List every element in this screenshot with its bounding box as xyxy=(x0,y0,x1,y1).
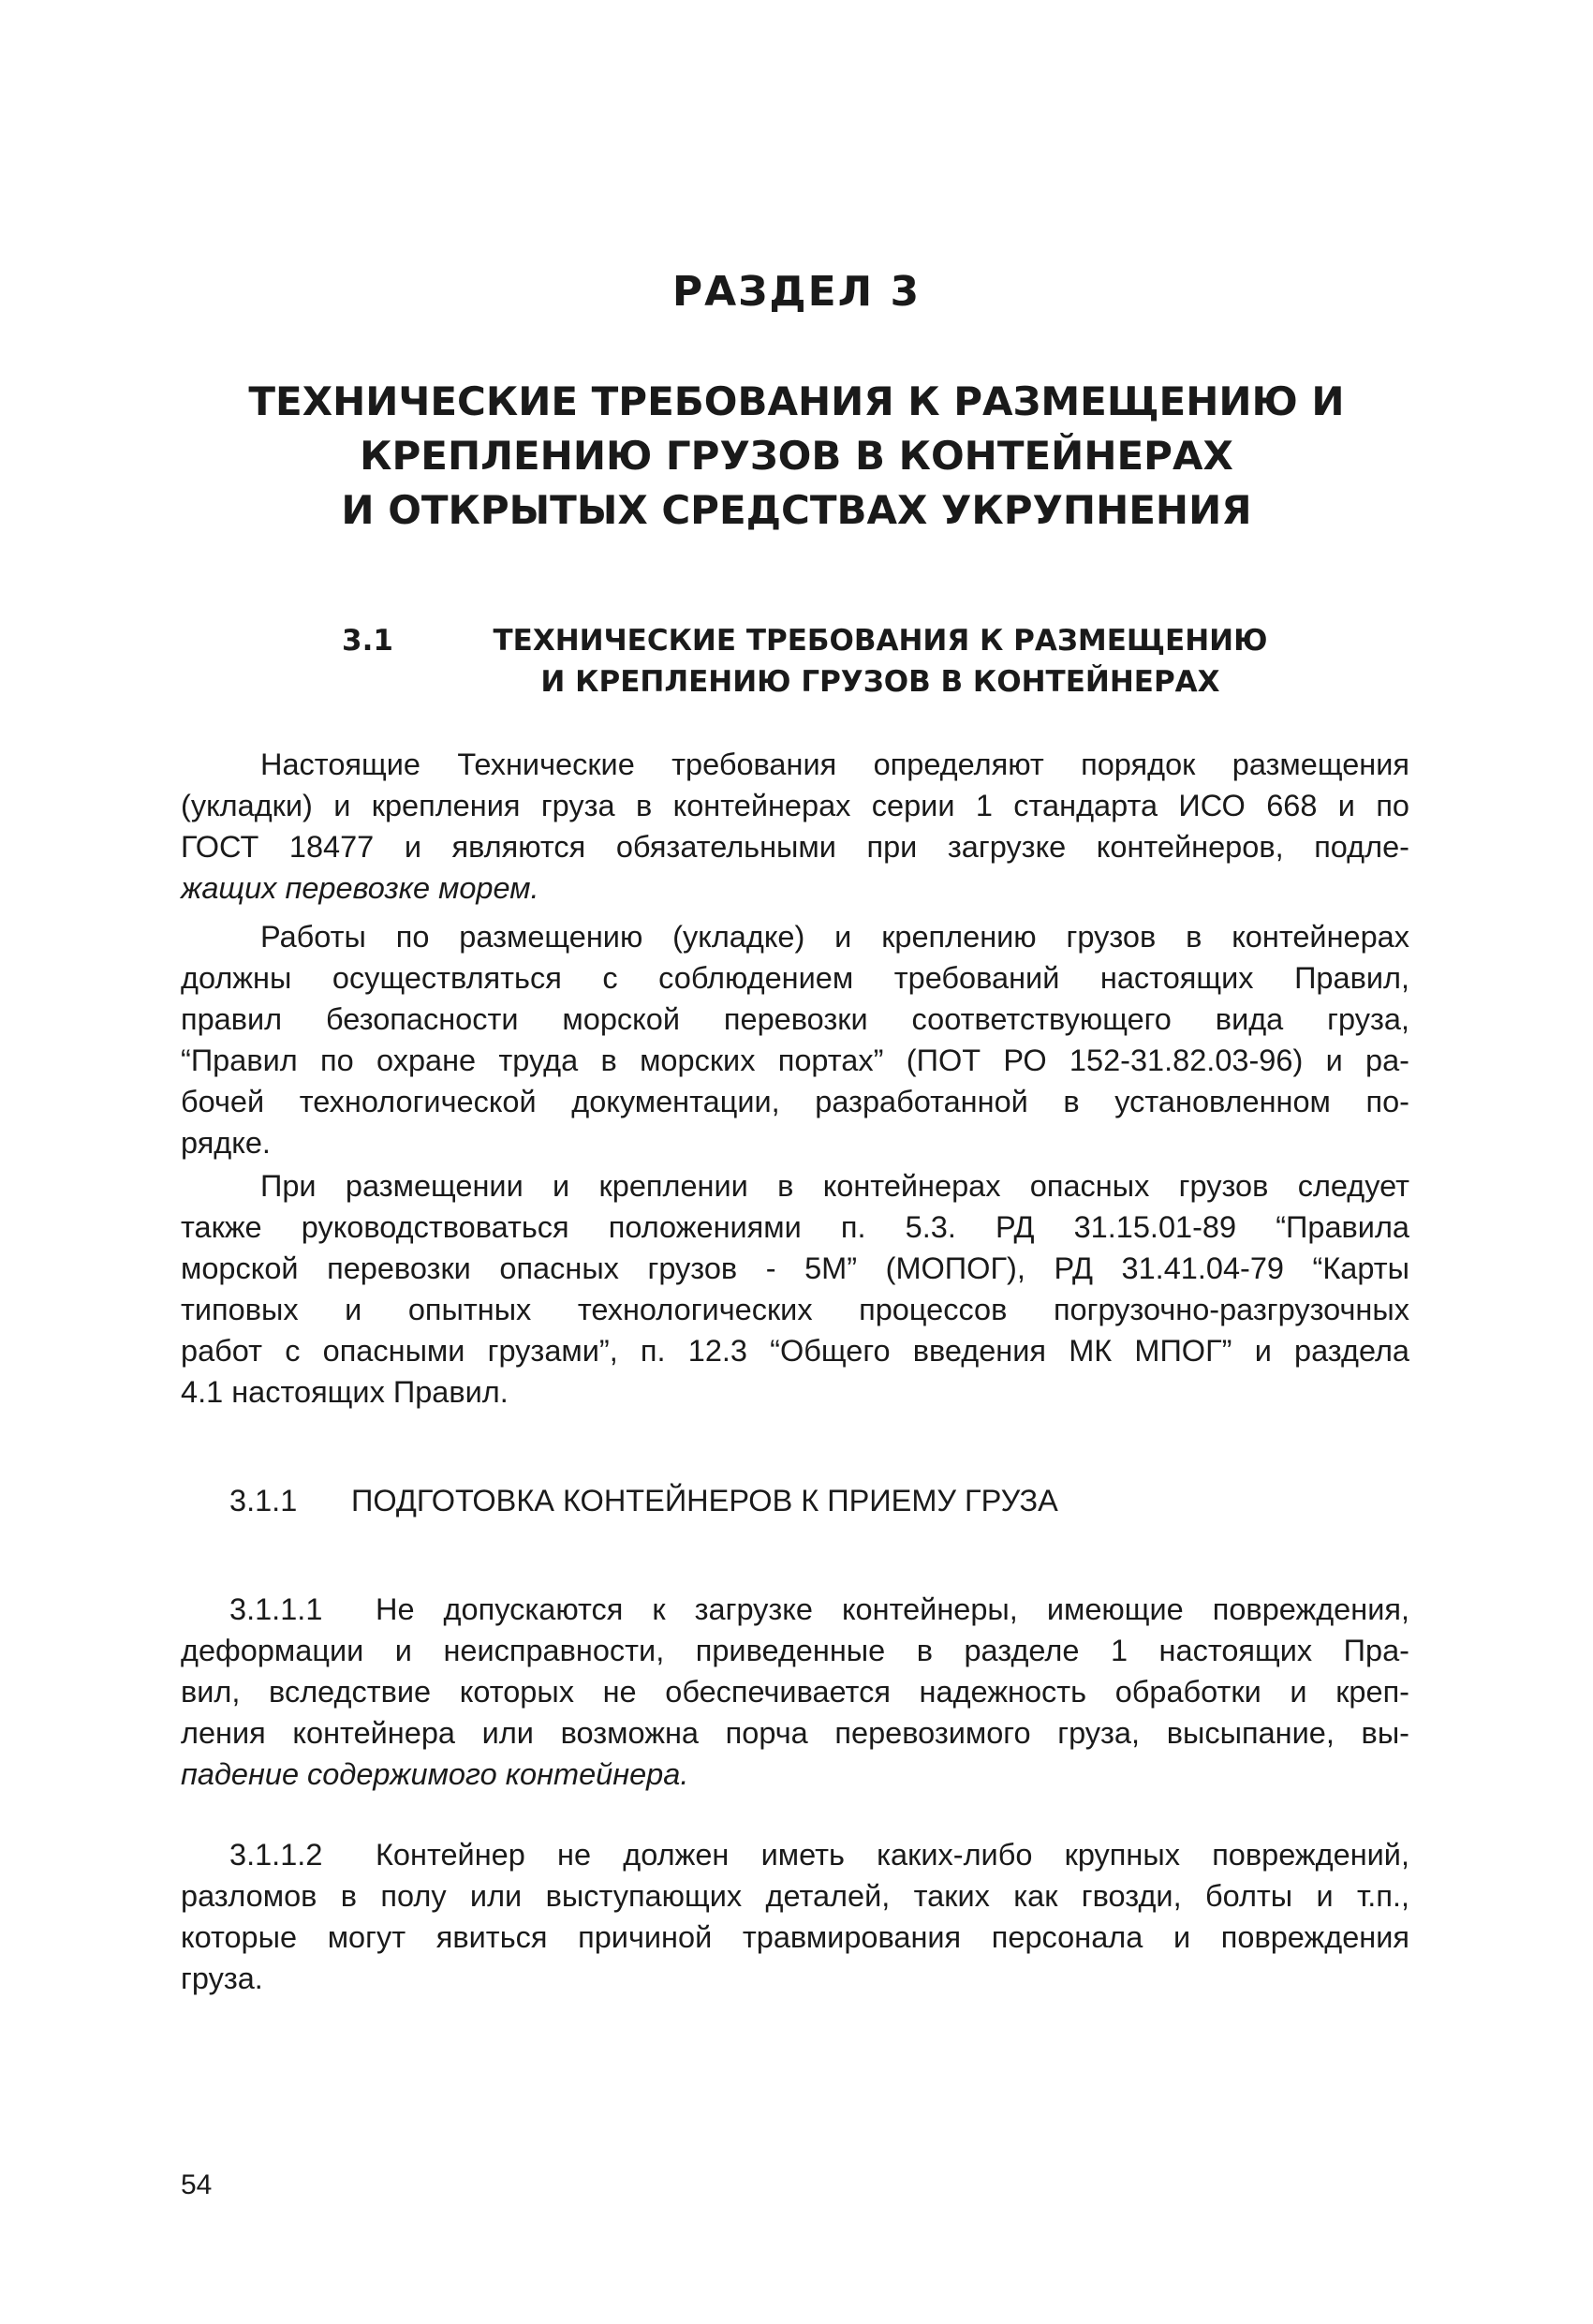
paragraph xyxy=(181,1165,1409,1413)
item-line: которые могут явиться причиной травмирования персонала и повреждения xyxy=(181,1920,1409,1954)
main-title xyxy=(140,375,1453,538)
item-line: деформации и неисправности, приведенные в разделе 1 настоящих Пра- xyxy=(181,1634,1409,1667)
subsubsection-heading xyxy=(229,1480,1058,1521)
paragraph-line: рядке. xyxy=(181,1126,271,1160)
main-title-line: КРЕПЛЕНИЮ ГРУЗОВ В КОНТЕЙНЕРАХ xyxy=(360,433,1233,479)
paragraph-line: 4.1 настоящих Правил. xyxy=(181,1375,509,1409)
item-line: падение содержимого контейнера. xyxy=(181,1757,689,1791)
paragraph-line: работ с опасными грузами”, п. 12.3 “Общего введения МК МПОГ” и раздела xyxy=(181,1334,1409,1368)
main-title-line: ТЕХНИЧЕСКИЕ ТРЕБОВАНИЯ К РАЗМЕЩЕНИЮ И xyxy=(248,378,1345,424)
item-number: 3.1.1.1 xyxy=(229,1592,323,1626)
item-line: груза. xyxy=(181,1961,263,1995)
item-number: 3.1.1.2 xyxy=(229,1838,323,1872)
paragraph-line: “Правил по охране труда в морских портах” (ПОТ РО 152-31.82.03-96) и ра- xyxy=(181,1044,1409,1077)
item-line: вил, вследствие которых не обеспечивается надежность обработки и креп- xyxy=(181,1675,1409,1709)
paragraph-line: жащих перевозке морем. xyxy=(181,871,539,905)
numbered-item xyxy=(181,1589,1409,1795)
item-text: Контейнер не должен иметь каких-либо крупных повреждений, xyxy=(376,1838,1409,1872)
paragraph-line: также руководствоваться положениями п. 5.3. РД 31.15.01-89 “Правила xyxy=(181,1210,1409,1244)
paragraph-line: ГОСТ 18477 и являются обязательными при загрузке контейнеров, подле- xyxy=(181,830,1409,864)
page-number: 54 xyxy=(181,2169,213,2200)
paragraph-line: При размещении и креплении в контейнерах опасных грузов следует xyxy=(260,1169,1409,1203)
item-line: разломов в полу или выступающих деталей, таких как гвозди, болты и т.п., xyxy=(181,1879,1409,1913)
paragraph-line: (укладки) и крепления груза в контейнерах серии 1 стандарта ИСО 668 и по xyxy=(181,789,1409,822)
item-line xyxy=(181,1589,1409,1630)
paragraph-line: морской перевозки опасных грузов - 5М” (МОПОГ), РД 31.41.04-79 “Карты xyxy=(181,1251,1409,1285)
main-title-line: И ОТКРЫТЫХ СРЕДСТВАХ УКРУПНЕНИЯ xyxy=(341,487,1252,533)
paragraph xyxy=(181,916,1409,1163)
item-line: ления контейнера или возможна порча перевозимого груза, высыпание, вы- xyxy=(181,1716,1409,1750)
numbered-item xyxy=(181,1834,1409,1999)
paragraph-line: бочей технологической документации, разработанной в установленном по- xyxy=(181,1085,1409,1118)
subsection-title-line: ТЕХНИЧЕСКИЕ ТРЕБОВАНИЯ К РАЗМЕЩЕНИЮ xyxy=(493,624,1268,658)
paragraph-line: должны осуществляться с соблюдением требований настоящих Правил, xyxy=(181,961,1409,995)
subsection-title-line: И КРЕПЛЕНИЮ ГРУЗОВ В КОНТЕЙНЕРАХ xyxy=(540,665,1220,699)
section-label: РАЗДЕЛ 3 xyxy=(671,268,922,316)
paragraph-line: правил безопасности морской перевозки соответствующего вида груза, xyxy=(181,1002,1409,1036)
subsection-number: 3.1 xyxy=(342,624,393,658)
paragraph-line: Работы по размещению (укладке) и креплению грузов в контейнерах xyxy=(260,920,1409,954)
item-text: Не допускаются к загрузке контейнеры, имеющие повреждения, xyxy=(376,1592,1409,1626)
subsubsection-title: ПОДГОТОВКА КОНТЕЙНЕРОВ К ПРИЕМУ ГРУЗА xyxy=(351,1484,1058,1517)
paragraph-line: Настоящие Технические требования определяют порядок размещения xyxy=(260,748,1409,781)
paragraph-line: типовых и опытных технологических процессов погрузочно-разгрузочных xyxy=(181,1293,1409,1326)
subsection-title xyxy=(459,620,1302,703)
paragraph xyxy=(181,744,1409,909)
subsubsection-number: 3.1.1 xyxy=(229,1484,298,1517)
item-line xyxy=(181,1834,1409,1875)
